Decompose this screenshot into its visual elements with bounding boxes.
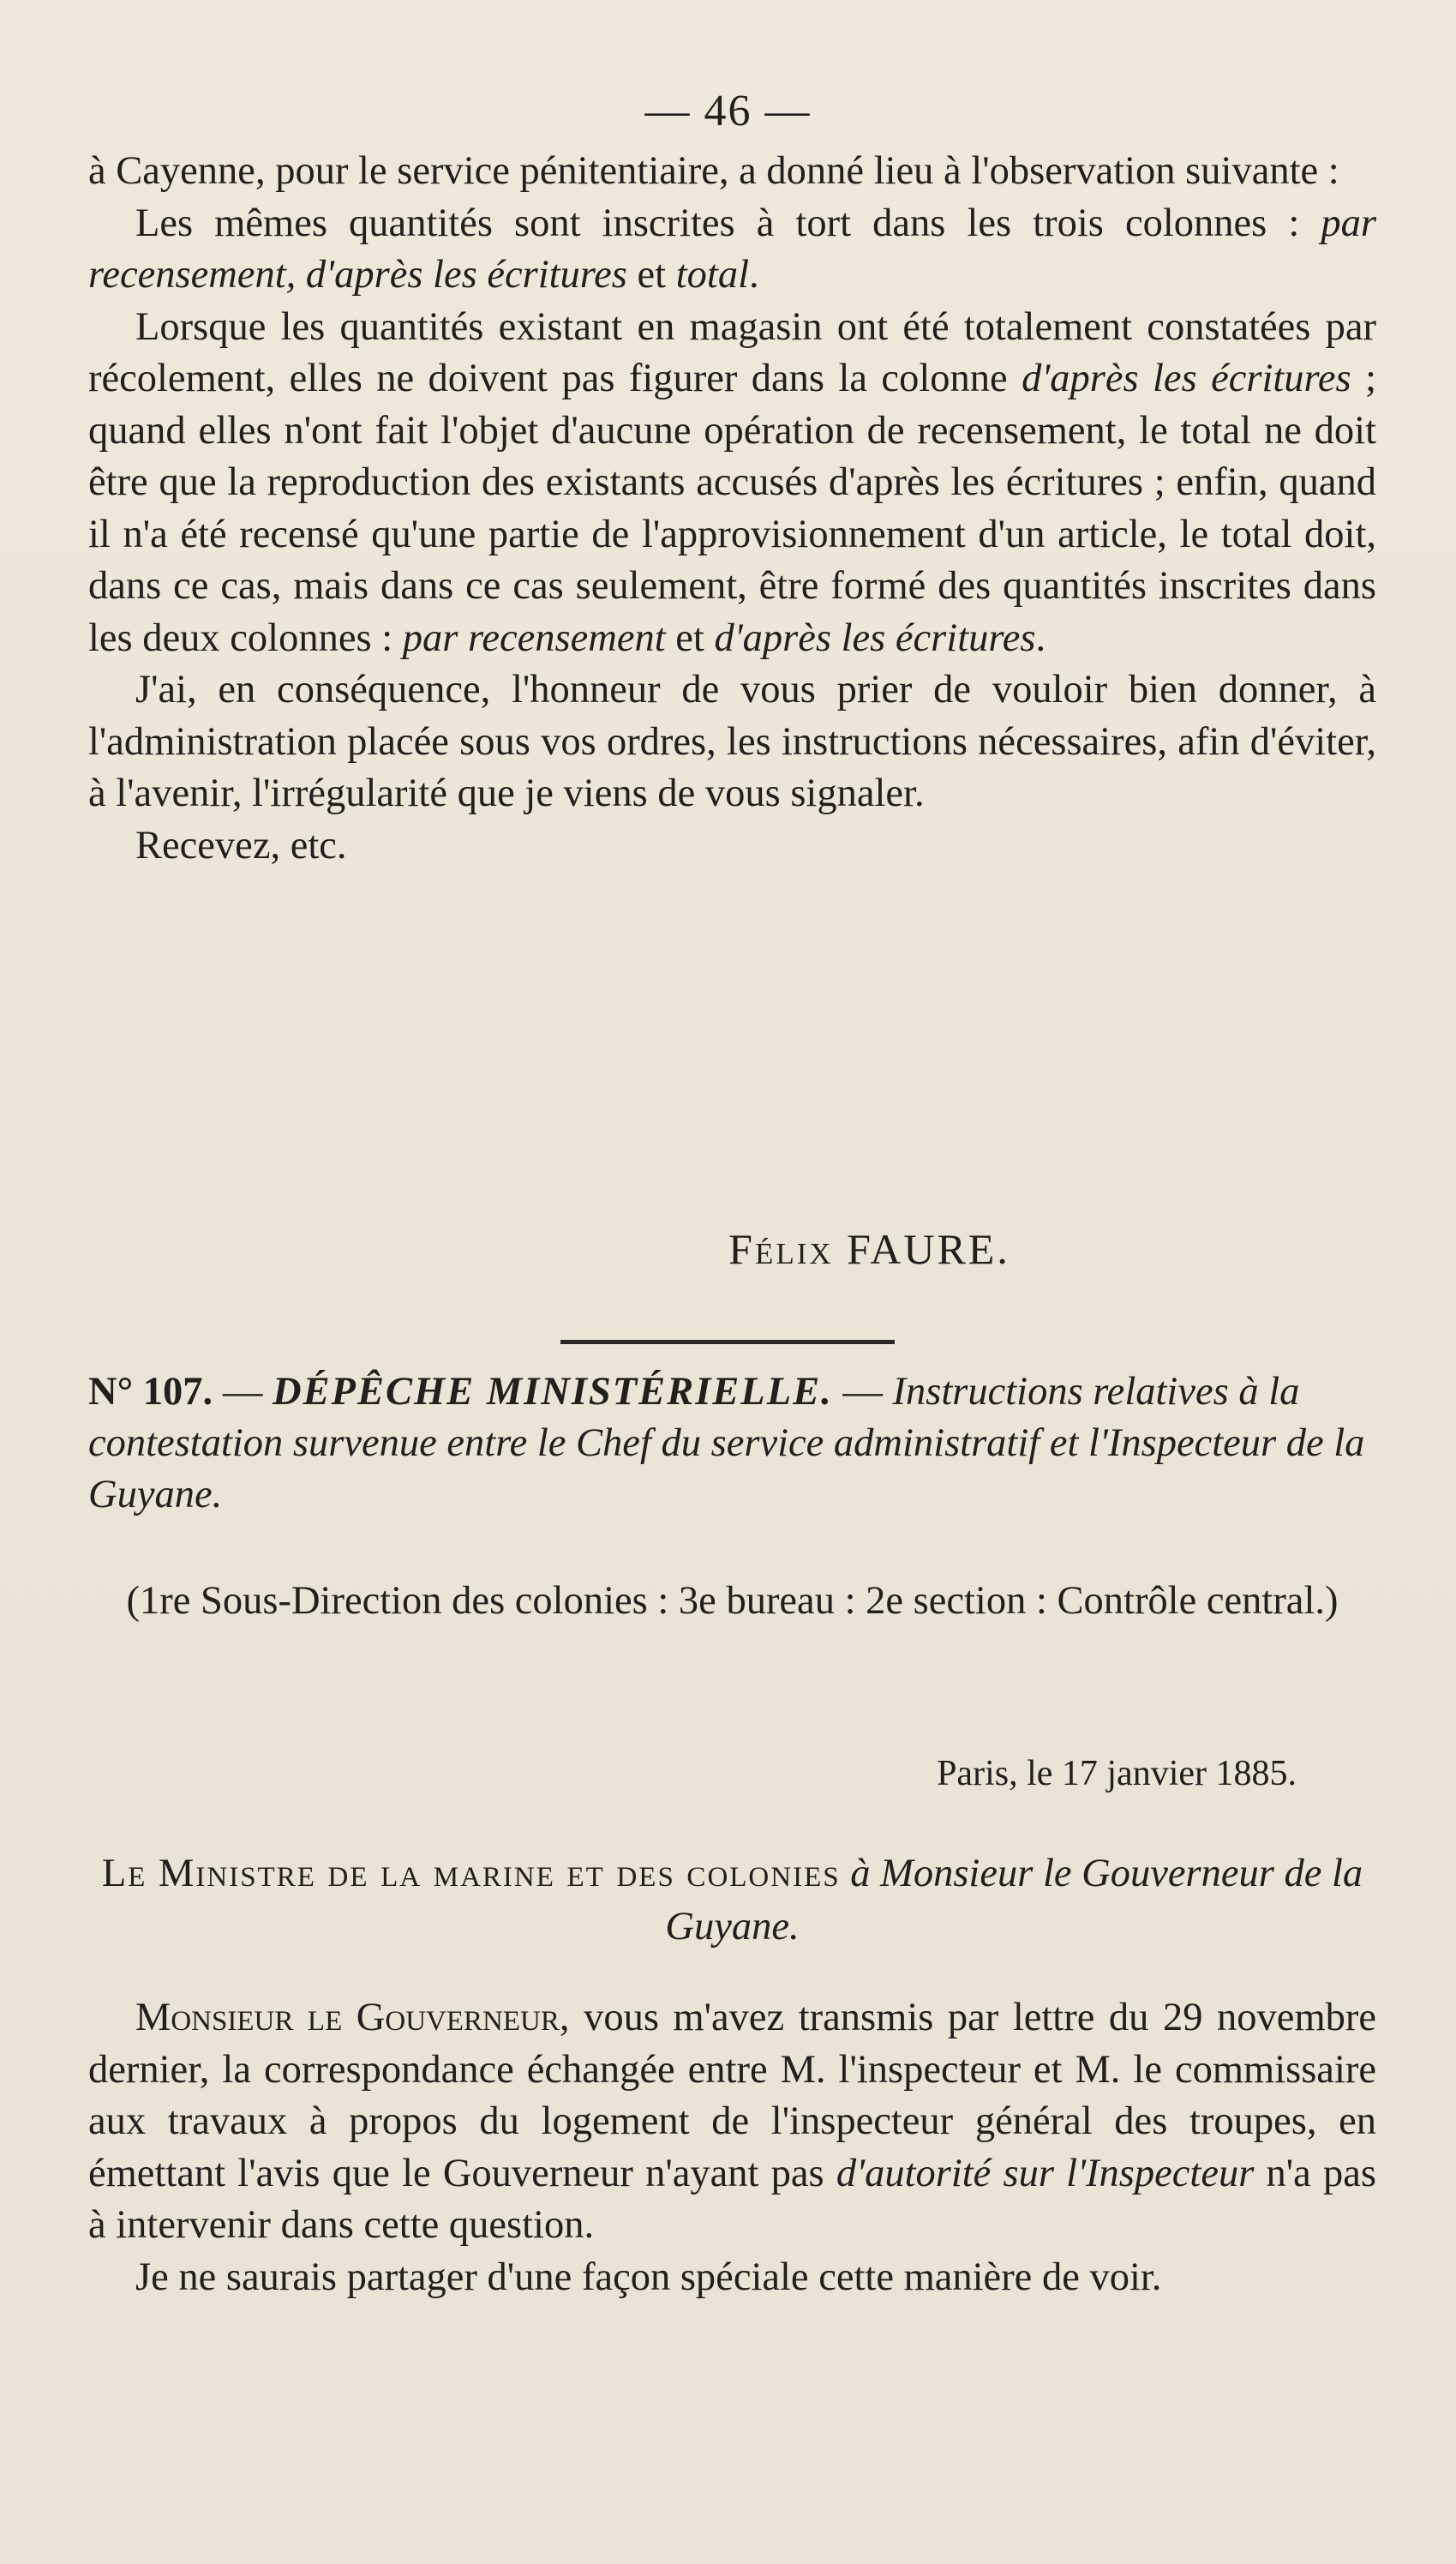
italic-span: par recensement [402, 615, 666, 660]
recipient: à Monsieur le Gouverneur de la Guyane. [665, 1852, 1363, 1949]
divider-rule [560, 1340, 895, 1344]
continuation-text [88, 146, 1376, 872]
text-span: . [1035, 615, 1046, 660]
text-span: à Cayenne, pour le service pénitentiaire, a donné lieu à l'observation suivante : [88, 149, 1339, 193]
italic-span: d'après les écritures [1022, 357, 1351, 400]
text-span: , vous m'avez transmis par lettre du 29 novembre dernier, la correspondance échangée entre M. l'inspecteur et M. le commissaire aux travaux à propos du logement de l'inspecteur général des troupes, en émettant l'avis que le Gouverneur n'ayant pas [88, 1996, 1376, 2195]
text-span: Recevez, etc. [135, 823, 347, 868]
text-span: . [749, 253, 759, 297]
paragraph [88, 146, 1376, 198]
dash: — [832, 1370, 893, 1414]
text-span: Je ne saurais partager d'une façon spéciale cette manière de voir. [135, 2255, 1162, 2299]
paragraph [88, 302, 1376, 665]
paragraph [88, 2252, 1376, 2304]
text-span: J'ai, en conséquence, l'honneur de vous prier de vouloir bien donner, à l'administration placée sous vos ordres, les instructions nécessaires, afin d'éviter, à l'avenir, l'irrégularité que je viens de vous signaler. [88, 668, 1376, 815]
letter-body [88, 1992, 1376, 2303]
dateline: Paris, le 17 janvier 1885. [937, 1754, 1297, 1793]
text-span: Les mêmes quantités sont inscrites à tort dans les trois colonnes : [135, 201, 1321, 245]
sender: Le Ministre de la marine et des colonies [101, 1852, 841, 1895]
signature: Félix FAURE. [728, 1225, 1010, 1273]
text-span: et [665, 615, 715, 660]
italic-span: total [675, 253, 749, 297]
salutation: Monsieur le Gouverneur [135, 1996, 560, 2039]
italic-span: d'autorité sur l'Inspecteur [836, 2151, 1255, 2195]
address-line [88, 1847, 1376, 1954]
paragraph [88, 1992, 1376, 2252]
text-span: ; quand elles n'ont fait l'objet d'aucune opération de recensement, le total ne doit être que la reproduction des existants accusés d'après les écritures ; enfin, quand il n'a été recensé qu'une partie de l'approvisionnement d'un article, le total doit, dans ce cas, mais dans ce cas seulement, être formé des quantités inscrites dans les deux colonnes : [88, 357, 1376, 660]
page-number: — 46 — [644, 87, 812, 135]
paragraph [88, 198, 1376, 302]
document-subject: Instructions relatives à la contestation survenue entre le Chef du service administratif et l'Inspecteur de la Guyane. [88, 1370, 1365, 1516]
text-span: n'a pas à intervenir dans cette question. [88, 2151, 1376, 2247]
document-type: DÉPÊCHE MINISTÉRIELLE. [272, 1370, 833, 1414]
document-heading [88, 1366, 1376, 1521]
document-number: N° 107. [88, 1370, 213, 1414]
paragraph [88, 820, 1376, 873]
italic-span: d'après les écritures [714, 615, 1036, 660]
text-span: Lorsque les quantités existant en magasin ont été totalement constatées par récolement, elles ne doivent pas figurer dans la colonne [88, 304, 1376, 400]
paragraph [88, 664, 1376, 820]
dash: — [213, 1370, 273, 1414]
direction-line: (1re Sous-Direction des colonies : 3e bureau : 2e section : Contrôle central.) [126, 1579, 1339, 1623]
italic-span: par recensement, d'après les écritures [88, 201, 1376, 297]
text-span: et [626, 253, 676, 297]
